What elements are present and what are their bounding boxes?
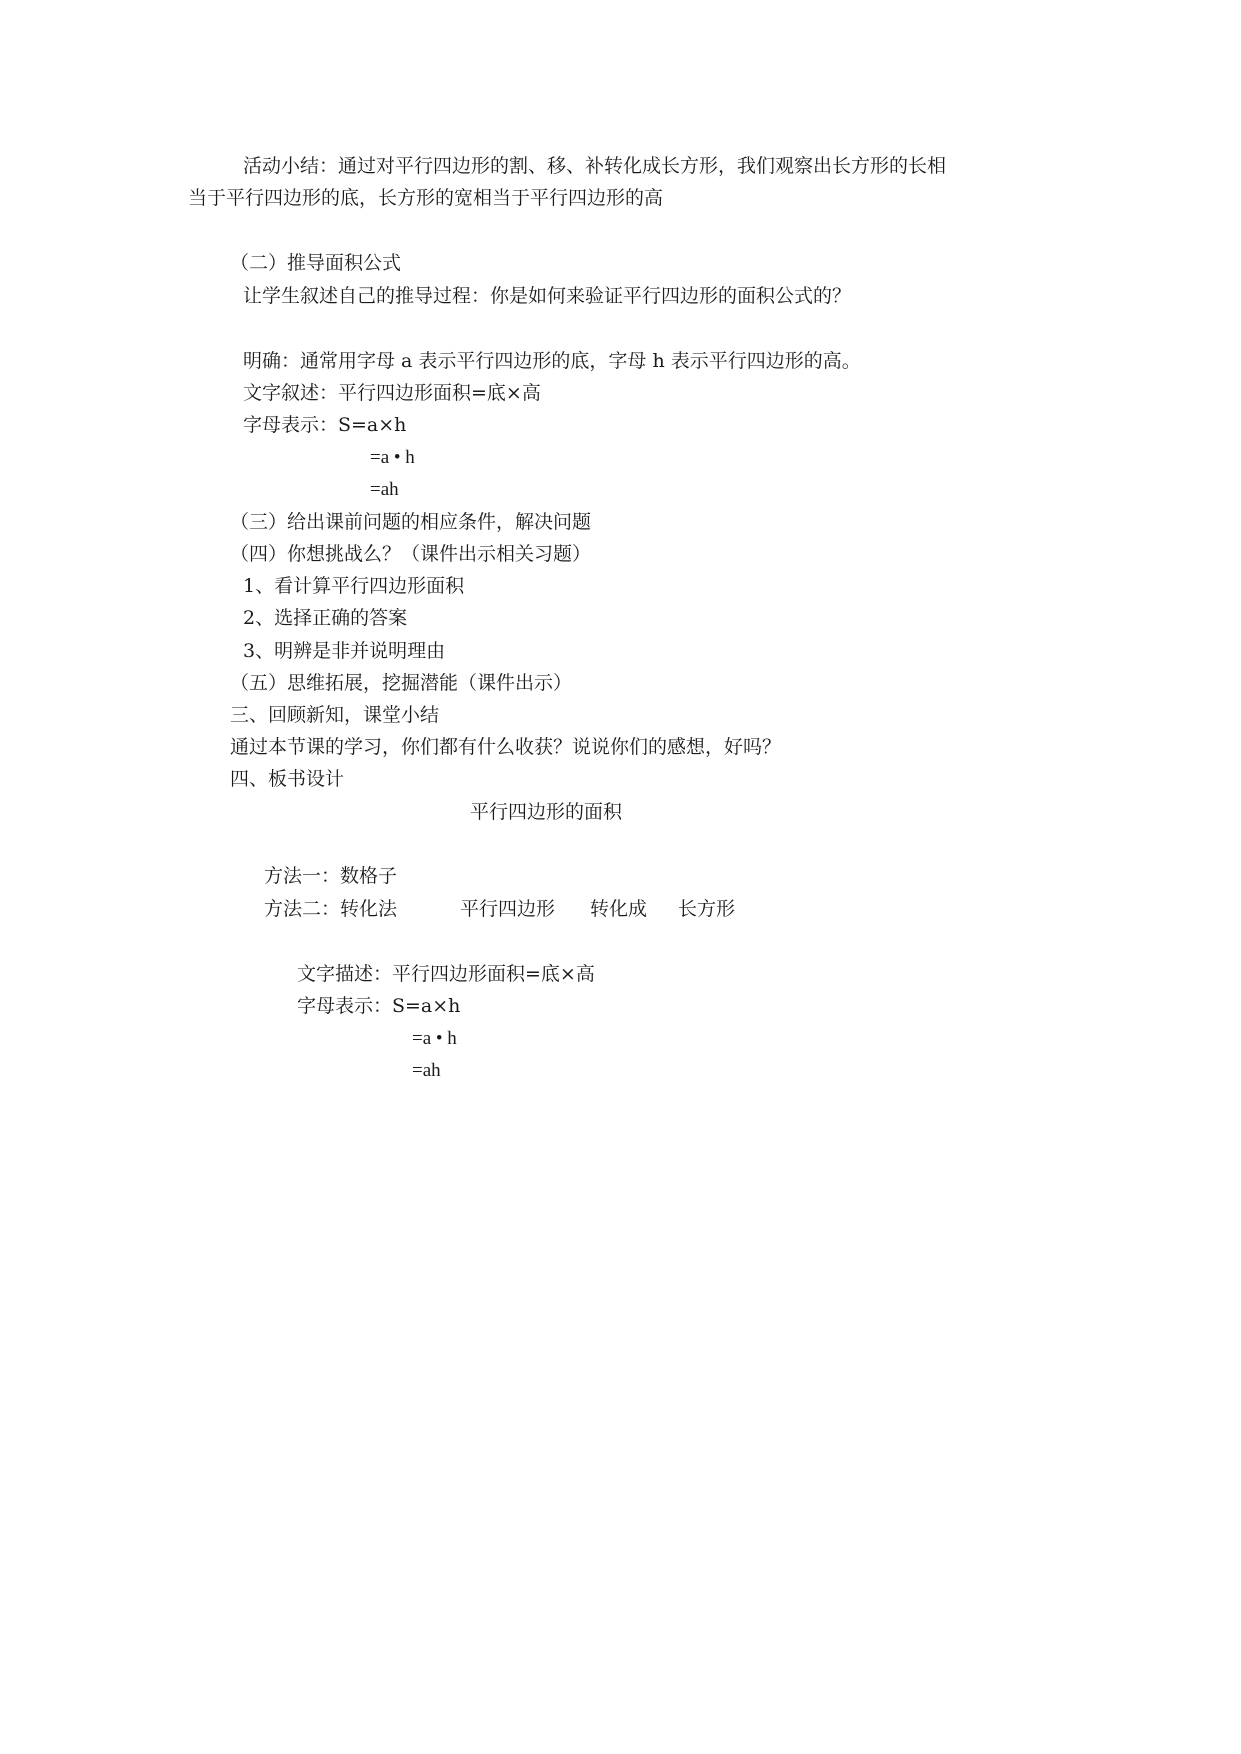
- section2-equation-2: =a • h: [370, 447, 415, 468]
- section2-prompt: 让学生叙述自己的推导过程：你是如何来验证平行四边形的面积公式的？: [243, 285, 852, 307]
- board-shape-to: 长方形: [678, 898, 736, 920]
- section4-item-2: 2、选择正确的答案: [243, 607, 408, 629]
- summary-line-1: 活动小结：通过对平行四边形的割、移、补转化成长方形，我们观察出长方形的长相: [243, 155, 947, 177]
- section5-heading: （五）思维拓展，挖掘潜能（课件出示）: [230, 672, 573, 694]
- board-shape-from: 平行四边形: [460, 898, 556, 920]
- board-method-1: 方法一：数格子: [264, 865, 398, 887]
- board-text-desc: 文字描述：平行四边形面积=底×高: [297, 963, 595, 985]
- section3-heading: （三）给出课前问题的相应条件，解决问题: [230, 511, 592, 533]
- part3-text: 通过本节课的学习，你们都有什么收获？说说你们的感想，好吗？: [230, 736, 782, 758]
- part3-heading: 三、回顾新知，课堂小结: [230, 704, 440, 726]
- board-letter-form: 字母表示：S=a×h: [297, 995, 461, 1017]
- board-equation-3: =ah: [412, 1060, 441, 1081]
- board-transform: 转化成: [590, 898, 648, 920]
- board-title: 平行四边形的面积: [470, 801, 623, 823]
- summary-line-2: 当于平行四边形的底，长方形的宽相当于平行四边形的高: [188, 187, 664, 209]
- section2-equation-3: =ah: [370, 479, 399, 500]
- section4-item-3: 3、明辨是非并说明理由: [243, 640, 446, 662]
- part4-heading: 四、板书设计: [230, 768, 345, 790]
- section2-heading: （二）推导面积公式: [230, 252, 402, 274]
- section4-item-1: 1、看计算平行四边形面积: [243, 575, 465, 597]
- section2-letter-form: 字母表示：S=a×h: [243, 414, 407, 436]
- section2-clarify: 明确：通常用字母 a 表示平行四边形的底，字母 h 表示平行四边形的高。: [243, 350, 861, 372]
- board-method-2-label: 方法二：转化法: [264, 898, 398, 920]
- section4-heading: （四）你想挑战么？（课件出示相关习题）: [230, 543, 592, 565]
- board-equation-2: =a • h: [412, 1028, 457, 1049]
- section2-text-form: 文字叙述：平行四边形面积=底×高: [243, 382, 541, 404]
